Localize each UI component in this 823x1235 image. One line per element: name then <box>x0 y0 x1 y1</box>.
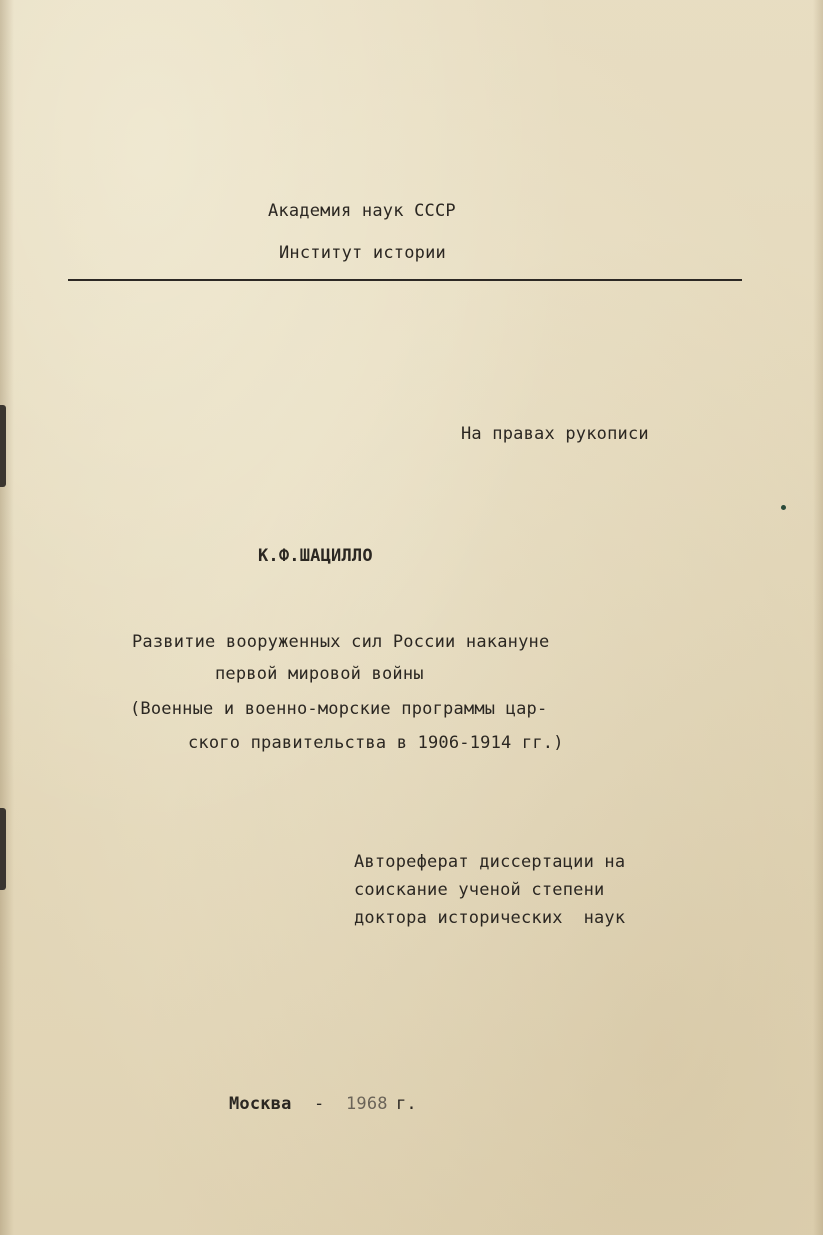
imprint-year: 1968 <box>346 1094 388 1114</box>
title-line: (Военные и военно-морские программы цар- <box>130 699 548 719</box>
binding-clip <box>0 808 6 890</box>
abstract-line: Автореферат диссертации на <box>354 852 626 872</box>
page-edge-shadow <box>0 0 14 1235</box>
binding-clip <box>0 405 6 487</box>
institute-name: Институт истории <box>279 243 446 263</box>
header-divider <box>68 279 742 281</box>
abstract-line: доктора исторических наук <box>354 908 626 928</box>
page-edge-shadow <box>813 0 823 1235</box>
academy-name: Академия наук СССР <box>268 201 456 221</box>
imprint-city: Москва <box>229 1094 292 1114</box>
title-line: ского правительства в 1906-1914 гг.) <box>188 733 564 753</box>
rights-notice: На правах рукописи <box>461 424 649 444</box>
imprint-dash: - <box>314 1094 325 1114</box>
paper-speck <box>781 505 786 510</box>
imprint-year-suffix: г. <box>396 1094 417 1114</box>
title-line: первой мировой войны <box>215 664 424 684</box>
author-name: К.Ф.ШАЦИЛЛО <box>258 546 373 566</box>
abstract-line: соискание ученой степени <box>354 880 605 900</box>
title-line: Развитие вооруженных сил России накануне <box>132 632 550 652</box>
